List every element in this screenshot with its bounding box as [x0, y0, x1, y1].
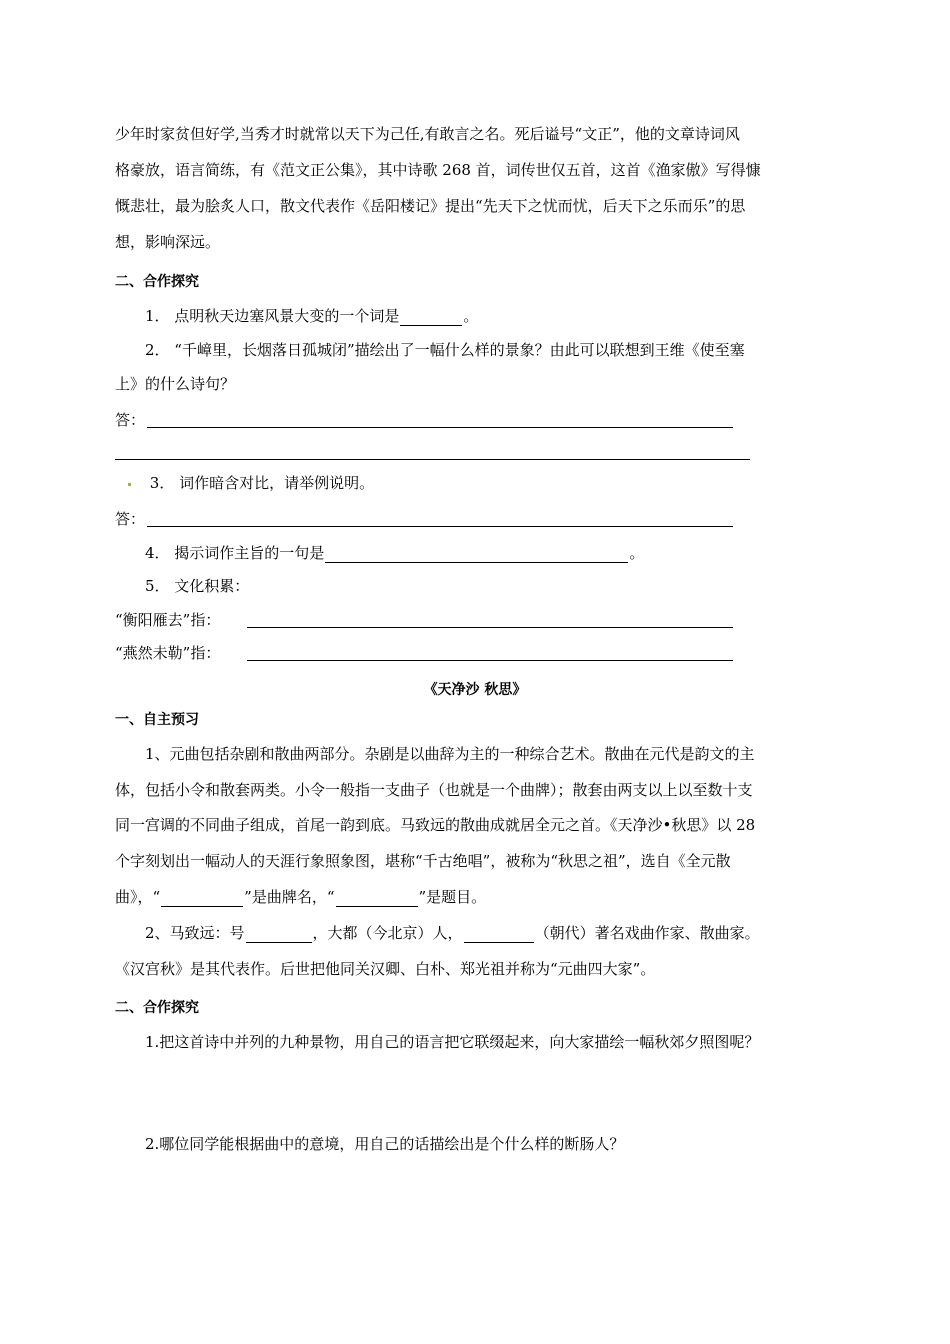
paragraph-1-line-4: 个字刻划出一幅动人的天涯行象照象图，堪称“千古绝唱”，被称为“秋思之祖”，选自《全元散 [115, 852, 731, 870]
qupai-blank[interactable] [161, 890, 243, 907]
question-2-line-2: 上》的什么诗句？ [115, 375, 236, 393]
culture-item-hengyang-blank[interactable] [247, 627, 733, 628]
question-4-text: 4． 揭示词作主旨的一句是 [145, 544, 325, 562]
question-2-line-1: 2． “千嶂里，长烟落日孤城闭”描绘出了一幅什么样的景象？由此可以联想到王维《使至塞 [145, 341, 745, 359]
paragraph-2-line-1-a: 2、马致远：号 [145, 924, 245, 942]
culture-item-yanran-blank[interactable] [247, 660, 733, 661]
section-heading-cooperative-1: 二、合作探究 [115, 274, 199, 290]
poem-title: 《天净沙 秋思》 [423, 682, 527, 698]
culture-item-yanran: “燕然未勒”指： [115, 644, 221, 662]
paragraph-1-line-5-b: ”是曲牌名，“ [244, 888, 335, 906]
answer-line-3[interactable] [147, 526, 733, 527]
question-4 [145, 543, 644, 563]
paragraph-1-line-5-a: 曲》，“ [115, 888, 161, 906]
exploration-question-2: 2.哪位同学能根据曲中的意境，用自己的话描绘出是个什么样的断肠人？ [145, 1135, 625, 1153]
question-4-blank[interactable] [325, 546, 628, 563]
question-5: 5． 文化积累： [145, 577, 250, 595]
intro-line-1: 少年时家贫但好学,当秀才时就常以天下为己任,有敢言之名。死后谥号“文正”，他的文章诗词风 [115, 125, 740, 143]
intro-line-3: 慨悲壮，最为脍炙人口，散文代表作《岳阳楼记》提出“先天下之忧而忧，后天下之乐而乐”的思 [115, 197, 746, 215]
paragraph-2-line-1-b: ，大都（今北京）人， [312, 924, 463, 942]
paragraph-2-line-1-c: （朝代）著名戏曲作家、散曲家。 [534, 924, 760, 942]
answer-line-2a[interactable] [147, 427, 733, 428]
paragraph-1-line-3: 同一宫调的不同曲子组成，首尾一韵到底。马致远的散曲成就居全元之首。《天净沙•秋思》以 28 [115, 816, 756, 834]
answer-line-2b[interactable] [115, 459, 750, 460]
question-1 [145, 306, 478, 326]
question-1-end: 。 [463, 307, 479, 325]
exploration-question-1: 1.把这首诗中并列的九种景物，用自己的语言把它联缀起来，向大家描绘一幅秋郊夕照图呢？ [145, 1033, 760, 1051]
answer-label-3: 答： [115, 510, 146, 528]
section-heading-self-study: 一、自主预习 [115, 712, 199, 728]
section-heading-cooperative-2: 二、合作探究 [115, 1000, 199, 1016]
paragraph-1-line-1: 1、元曲包括杂剧和散曲两部分。杂剧是以曲辞为主的一种综合艺术。散曲在元代是韵文的主 [145, 745, 755, 763]
paragraph-1-line-5 [115, 887, 486, 907]
intro-line-2: 格豪放，语言简练，有《范文正公集》，其中诗歌 268 首，词传世仅五首，这首《渔家傲》写得慷 [115, 161, 761, 179]
answer-label-2: 答： [115, 411, 146, 429]
paragraph-1-line-2: 体，包括小令和散套两类。小令一般指一支曲子（也就是一个曲牌）；散套由两支以上以至数十支 [115, 781, 753, 799]
paragraph-2-line-2: 《汉宫秋》是其代表作。后世把他同关汉卿、白朴、郑光祖并称为“元曲四大家”。 [115, 960, 656, 978]
question-3-text: 3． 词作暗含对比，请举例说明。 [149, 474, 375, 492]
culture-item-hengyang: “衡阳雁去”指： [115, 611, 221, 629]
dynasty-blank[interactable] [464, 926, 534, 943]
hao-blank[interactable] [246, 926, 312, 943]
question-1-text: 1． 点明秋天边塞风景大变的一个词是 [145, 307, 400, 325]
question-4-end: 。 [629, 544, 645, 562]
paragraph-2-line-1 [145, 923, 760, 943]
question-1-blank[interactable] [400, 309, 462, 326]
question-3 [128, 473, 374, 493]
paragraph-1-line-5-c: ”是题目。 [418, 888, 487, 906]
marker-dot [128, 483, 131, 486]
title-blank[interactable] [336, 890, 418, 907]
intro-line-4: 想，影响深远。 [115, 233, 221, 251]
